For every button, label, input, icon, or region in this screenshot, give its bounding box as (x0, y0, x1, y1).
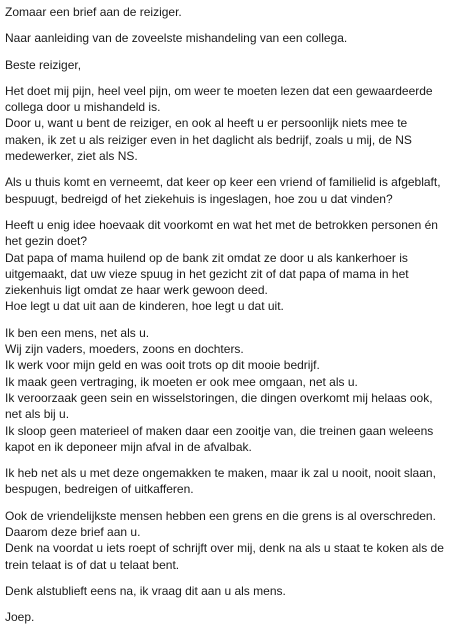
text-line: Door u, want u bent de reiziger, en ook al heeft u er persoonlijk niets mee te (5, 116, 408, 131)
letter-intro (5, 30, 453, 46)
letter-paragraph (5, 174, 453, 207)
letter-closing (5, 583, 453, 599)
letter-paragraph (5, 325, 453, 455)
text-line: Ik werk voor mijn geld en was ooit trots op dit mooie bedrijf. (5, 358, 320, 373)
text-line: Naar aanleiding van de zoveelste mishandeling van een collega. (5, 31, 348, 46)
text-line: Beste reiziger, (5, 57, 82, 72)
text-line: Zomaar een brief aan de reiziger. (5, 5, 182, 19)
text-line: bespuugt, bedreigd of het ziekehuis is ingeslagen, hoe zou u dat vinden? (5, 191, 393, 206)
text-line: Joep. (5, 610, 35, 625)
text-line: Ik sloop geen materieel of maken daar een zooitje van, die treinen gaan weleens (5, 423, 434, 438)
text-line: Hoe legt u dat uit aan de kinderen, hoe legt u dat uit. (5, 299, 284, 314)
text-line: Ook de vriendelijkste mensen hebben een grens en die grens is al overschreden. (5, 508, 436, 523)
text-line: Daarom deze brief aan u. (5, 525, 141, 540)
text-line: maken, ik zet u als reiziger even in het daglicht als bedrijf, zoals u mij, de NS (5, 132, 412, 147)
text-line: Ik maak geen vertraging, ik moeten er ook mee omgaan, net als u. (5, 374, 358, 389)
text-line: Ik ben een mens, net als u. (5, 325, 150, 340)
text-line: Dat papa of mama huilend op de bank zit omdat ze door u als kankerhoer is (5, 250, 408, 265)
text-line: net als bij u. (5, 407, 70, 422)
text-line: trein telaat is of dat u telaat bent. (5, 557, 180, 572)
letter-title (5, 4, 453, 20)
text-line: Denk alstublieft eens na, ik vraag dit aan u als mens. (5, 583, 286, 598)
text-line: kapot en ik deponeer mijn afval in de afvalbak. (5, 439, 252, 454)
letter-paragraph (5, 217, 453, 315)
letter-signature (5, 609, 453, 625)
text-line: uitgemaakt, dat uw vieze spuug in het gezicht zit of dat papa of mama in het (5, 266, 409, 281)
letter-paragraph (5, 465, 453, 498)
text-line: Denk na voordat u iets roept of schrijft over mij, denk na als u staat te koken als de (5, 541, 444, 556)
text-line: Wij zijn vaders, moeders, zoons en dochters. (5, 342, 244, 357)
text-line: collega door u mishandeld is. (5, 100, 161, 115)
text-line: Heeft u enig idee hoevaak dit voorkomt en wat het met de betrokken personen én (5, 217, 438, 232)
letter-paragraph (5, 508, 453, 573)
text-line: Het doet mij pijn, heel veel pijn, om weer te moeten lezen dat een gewaardeerde (5, 83, 433, 98)
letter-paragraph (5, 83, 453, 164)
text-line: het gezin doet? (5, 234, 88, 249)
text-line: ziekenhuis ligt omdat ze haar werk gewoon deed. (5, 283, 268, 298)
text-line: medewerker, ziet als NS. (5, 149, 138, 164)
letter-body (5, 4, 453, 626)
text-line: Ik heb net als u met deze ongemakken te maken, maar ik zal u nooit, nooit slaan, (5, 466, 436, 481)
text-line: Als u thuis komt en verneemt, dat keer op keer een vriend of familielid is afgeblaft, (5, 175, 441, 190)
text-line: bespugen, bedreigen of uitkafferen. (5, 482, 194, 497)
letter-salutation (5, 57, 453, 73)
text-line: Ik veroorzaak geen sein en wisselstoringen, die dingen overkomt mij helaas ook, (5, 390, 433, 405)
